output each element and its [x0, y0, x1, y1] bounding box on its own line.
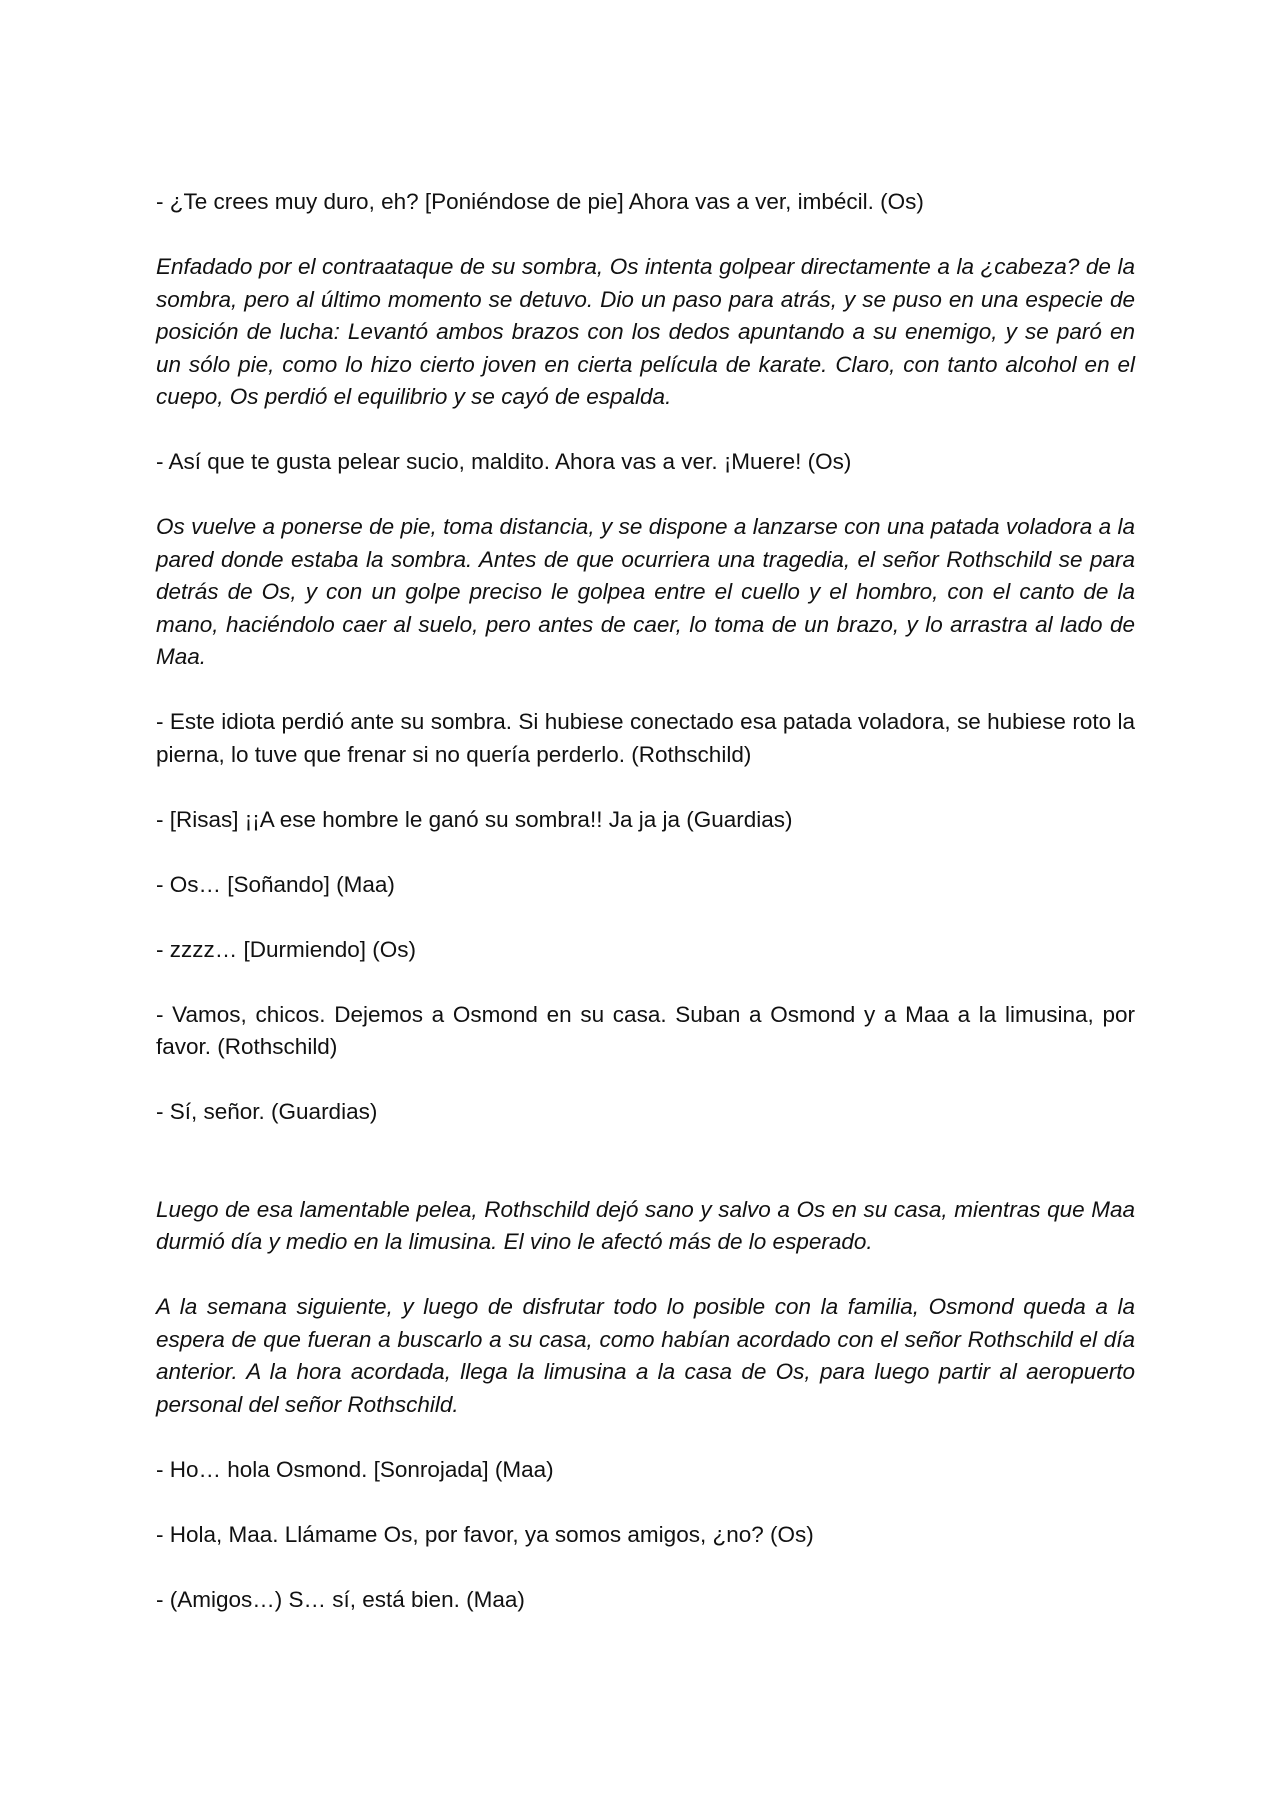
- dialogue-line: - (Amigos…) S… sí, está bien. (Maa): [156, 1586, 525, 1612]
- narration-paragraph: Luego de esa lamentable pelea, Rothschild dejó sano y salvo a Os en su casa, mientras que Maa durmió día y medio en la limusina. El vino le afectó más de lo esperado.: [156, 1196, 1135, 1254]
- narration-paragraph: Enfadado por el contraataque de su sombra, Os intenta golpear directamente a la ¿cabeza? de la sombra, pero al último momento se detuvo. Dio un paso para atrás, y se puso en una especie de posición de lucha: Levantó ambos brazos con los dedos apuntando a su enemigo, y se paró en un sólo pie, como lo hizo cierto joven en cierta película de karate. Claro, con tanto alcohol en el cuepo, Os perdió el equilibrio y se cayó de espalda.: [156, 254, 1135, 409]
- dialogue-line: - Ho… hola Osmond. [Sonrojada] (Maa): [156, 1456, 554, 1482]
- dialogue-line: - [Risas] ¡¡A ese hombre le ganó su sombra!! Ja ja ja (Guardias): [156, 806, 793, 832]
- document-body: [156, 186, 1135, 1649]
- dialogue-line: - Así que te gusta pelear sucio, maldito. Ahora vas a ver. ¡Muere! (Os): [156, 449, 852, 474]
- dialogue-line: - Os… [Soñando] (Maa): [156, 871, 395, 897]
- dialogue-line: - Vamos, chicos. Dejemos a Osmond en su casa. Suban a Osmond y a Maa a la limusina, por favor. (Rothschild): [156, 1001, 1135, 1059]
- dialogue-line: - Hola, Maa. Llámame Os, por favor, ya somos amigos, ¿no? (Os): [156, 1521, 814, 1547]
- dialogue-line: - Sí, señor. (Guardias): [156, 1099, 378, 1124]
- narration-paragraph: Os vuelve a ponerse de pie, toma distancia, y se dispone a lanzarse con una patada voladora a la pared donde estaba la sombra. Antes de que ocurriera una tragedia, el señor Rothschild se para detrás de Os, y con un golpe preciso le golpea entre el cuello y el hombro, con el canto de la mano, haciéndolo caer al suelo, pero antes de caer, lo toma de un brazo, y lo arrastra al lado de Maa.: [156, 514, 1135, 669]
- dialogue-line: - ¿Te crees muy duro, eh? [Poniéndose de pie] Ahora vas a ver, imbécil. (Os): [156, 189, 924, 214]
- dialogue-line: - zzzz… [Durmiendo] (Os): [156, 936, 417, 962]
- narration-paragraph: A la semana siguiente, y luego de disfrutar todo lo posible con la familia, Osmond queda a la espera de que fueran a buscarlo a su casa, como habían acordado con el señor Rothschild el día anterior. A la hora acordada, llega la limusina a la casa de Os, para luego partir al aeropuerto personal del señor Rothschild.: [156, 1294, 1135, 1417]
- blank-line: [156, 1161, 1135, 1194]
- dialogue-line: - Este idiota perdió ante su sombra. Si hubiese conectado esa patada voladora, se hubiese roto la pierna, lo tuve que frenar si no quería perderlo. (Rothschild): [156, 709, 1135, 767]
